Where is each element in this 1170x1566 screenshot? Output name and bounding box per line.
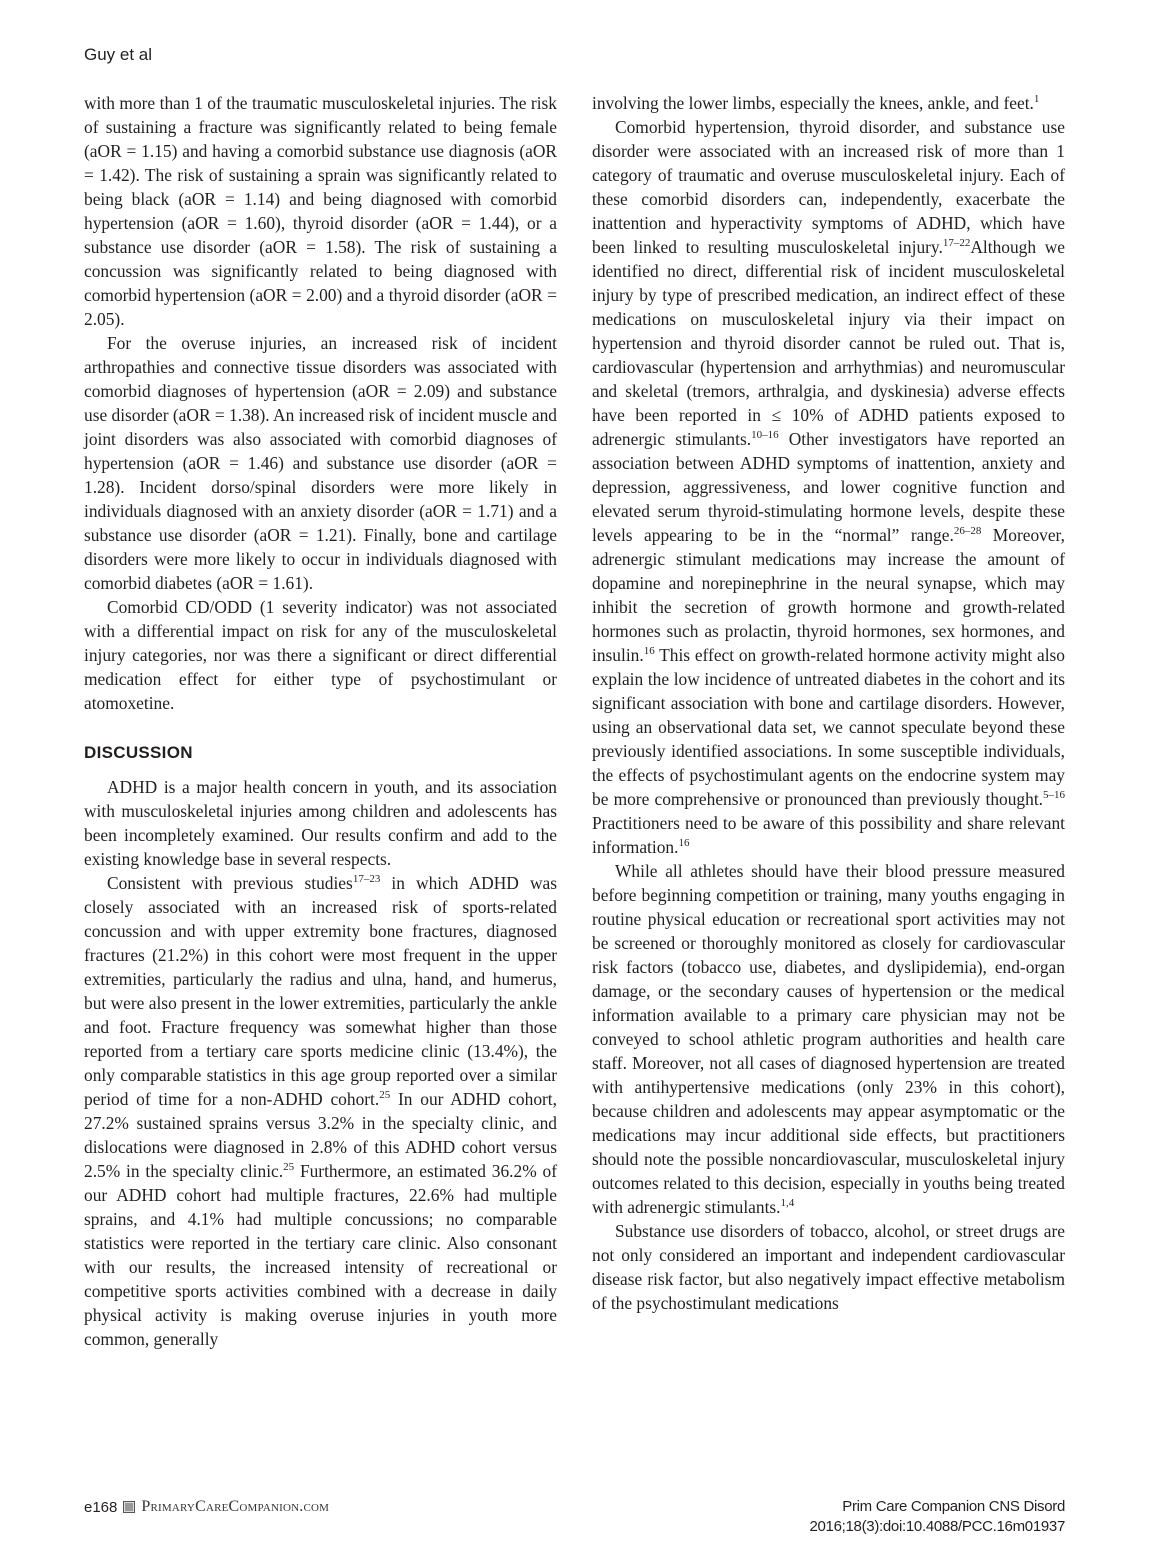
page-number: e168 [84,1498,118,1516]
paragraph-substance-use: Substance use disorders of tobacco, alcohol, or street drugs are not only considered an important and independent cardiovascular disease risk factor, but also negatively impact effective metabolism of the psychostimulant medications [592,1221,1065,1313]
paragraph-blood-pressure [592,859,1065,1219]
journal-name: Prim Care Companion CNS Disord [842,1498,1065,1515]
website-link[interactable]: PrimaryCareCompanion.com [141,1498,330,1515]
citation-ref: 10–16 [751,429,779,442]
citation-ref: 5–16 [1043,789,1065,802]
citation-ref: 25 [379,1089,391,1102]
running-head: Guy et al [84,45,153,64]
citation-ref: 17–23 [352,873,381,886]
footer-citation [809,1497,1065,1537]
text-segment: Comorbid hypertension, thyroid disorder, and substance use disorder were associated with an increased risk of more than 1 category of traumatic and overuse musculoskeletal injury. Each of these comorbid disorders can, independently, exacerbate the inattention and hyperactivity symptoms of ADHD, which have been linked to resulting musculoskeletal injury. [592,117,1065,257]
text-segment: Consistent with previous studies [107,873,353,893]
citation-ref: 17–22 [942,237,971,250]
citation-ref: 25 [283,1161,295,1174]
citation-ref: 26–28 [953,525,982,538]
paragraph-comorbid-hypertension [592,115,1065,859]
footer-left [84,1498,329,1516]
section-heading-discussion: DISCUSSION [84,743,193,762]
text-segment: involving the lower limbs, especially the knees, ankle, and feet. [592,93,1034,113]
paragraph-cd-odd: Comorbid CD/ODD (1 severity indicator) was not associated with a differential impact on risk for any of the musculoskeletal injury categories, nor was there a significant or direct differential medication effect for either type of psychostimulant or atomoxetine. [84,597,557,713]
paragraph-overuse-injuries: For the overuse injuries, an increased risk of incident arthropathies and connective tissue disorders was associated with comorbid diagnoses of hypertension (aOR = 2.09) and substance use disorder (aOR = 1.38). An increased risk of incident muscle and joint disorders was also associated with comorbid diagnoses of hypertension (aOR = 1.46) and substance use disorder (aOR = 1.28). Incident dorso/spinal disorders were more likely in individuals diagnosed with an anxiety disorder (aOR = 1.71) and a substance use disorder (aOR = 1.21). Finally, bone and cartilage disorders were more likely to occur in individuals diagnosed with comorbid diabetes (aOR = 1.61). [84,333,557,593]
citation-ref: 1 [1033,93,1040,106]
text-segment: This effect on growth-related hormone activity might also explain the low incidence of untreated diabetes in the cohort and its significant association with bone and cartilage disorders. However, using an observational data set, we cannot speculate beyond these previously identified associations. In some susceptible individuals, the effects of psychostimulant agents on the endocrine system may be more comprehensive or pronounced than previously thought. [592,645,1065,809]
left-column [84,91,557,1351]
paragraph-traumatic-risk: with more than 1 of the traumatic musculoskeletal injuries. The risk of sustaining a fracture was significantly related to being female (aOR = 1.15) and having a comorbid substance use diagnosis (aOR = 1.42). The risk of sustaining a sprain was significantly related to being black (aOR = 1.14) and being diagnosed with comorbid hypertension (aOR = 1.60), thyroid disorder (aOR = 1.44), or a substance use disorder (aOR = 1.58). The risk of sustaining a concussion was significantly related to being diagnosed with comorbid hypertension (aOR = 2.00) and a thyroid disorder (aOR = 2.05). [84,93,557,329]
citation-ref: 16 [678,837,690,850]
paragraph-adhd-concern: ADHD is a major health concern in youth, and its association with musculoskeletal injuries among children and adolescents has been incompletely examined. Our results confirm and add to the existing knowledge base in several respects. [84,777,557,869]
text-segment: In our ADHD cohort, 27.2% sustained sprains versus 3.2% in the specialty clinic, and dislocations were diagnosed in 2.8% of this ADHD cohort versus 2.5% in the specialty clinic. [84,1089,557,1181]
text-segment: Other investigators have reported an association between ADHD symptoms of inattention, anxiety and depression, aggressiveness, and lower cognitive function and elevated serum thyroid-stimulating hormone levels, despite these levels appearing to be in the “normal” range. [592,429,1065,545]
square-bullet-icon [123,1501,135,1513]
paragraph-lower-limbs [592,91,1065,115]
text-segment: in which ADHD was closely associated with an increased risk of sports-related concussion and with upper extremity bone fractures, diagnosed fractures (21.2%) in this cohort were most frequent in the upper extremities, particularly the radius and ulna, hand, and humerus, but were also present in the lower extremities, particularly the ankle and foot. Fracture frequency was somewhat higher than those reported from a tertiary care sports medicine clinic (13.4%), the only comparable statistics in this age group reported over a similar period of time for a non-ADHD cohort. [84,873,557,1109]
paragraph-consistent-studies [84,871,557,1351]
citation-ref: 16 [643,645,655,658]
right-column [592,91,1065,1315]
text-segment: Furthermore, an estimated 36.2% of our ADHD cohort had multiple fractures, 22.6% had multiple sprains, and 4.1% had multiple concussions; no comparable statistics were reported in the tertiary care clinic. Also consonant with our results, the increased intensity of recreational or competitive sports activities combined with a decrease in daily physical activity is making overuse injuries in youth more common, generally [84,1161,557,1349]
citation-ref: 1,4 [780,1197,795,1210]
text-segment: While all athletes should have their blood pressure measured before beginning competition or training, many youths engaging in routine physical education or recreational sport activities may not be screened or thoroughly monitored as closely for cardiovascular risk factors (tobacco use, diabetes, and dyslipidemia), end-organ damage, or the secondary causes of hypertension or the medical information available to a primary care physician may not be conveyed to school athletic program authorities and health care staff. Moreover, not all cases of diagnosed hypertension are treated with antihypertensive medications (only 23% in this cohort), because children and adolescents may appear asymptomatic or the medications may incur additional side effects, but practitioners should note the possible noncardiovascular, musculoskeletal injury outcomes related to this decision, especially in youths being treated with adrenergic stimulants. [592,861,1065,1217]
text-segment: Moreover, adrenergic stimulant medications may increase the amount of dopamine and norepinephrine in the neural synapse, which may inhibit the secretion of growth hormone and growth-related hormones such as prolactin, thyroid hormones, sex hormones, and insulin. [592,525,1066,665]
text-segment: Although we identified no direct, differential risk of incident musculoskeletal injury by type of prescribed medication, an indirect effect of these medications on musculoskeletal injury via their impact on hypertension and thyroid disorder cannot be ruled out. That is, cardiovascular (hypertension and arrhythmias) and neuromuscular and skeletal (tremors, arthralgia, and dyskinesia) adverse effects have been reported in ≤ 10% of ADHD patients exposed to adrenergic stimulants. [592,237,1065,449]
text-segment: Practitioners need to be aware of this possibility and share relevant information. [592,813,1065,857]
doi-citation: 2016;18(3):doi:10.4088/PCC.16m01937 [809,1518,1065,1535]
